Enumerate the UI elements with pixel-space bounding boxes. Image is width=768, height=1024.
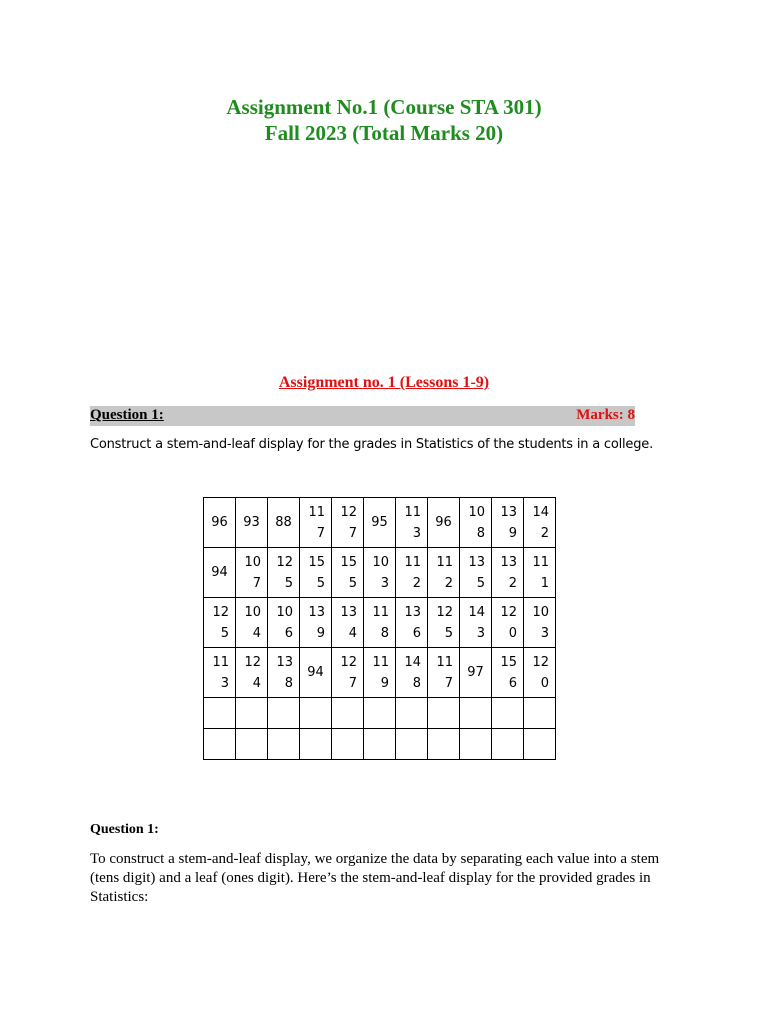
table-cell — [428, 729, 460, 760]
table-cell — [428, 498, 460, 548]
cell-value: 12 5 — [436, 604, 453, 641]
table-row — [204, 548, 556, 598]
table-cell — [460, 729, 492, 760]
cell-value: 13 6 — [404, 604, 421, 641]
cell-value: 11 7 — [308, 504, 325, 541]
table-cell — [204, 598, 236, 648]
table-cell — [332, 698, 364, 729]
table-cell — [396, 498, 428, 548]
cell-value: 13 5 — [468, 554, 485, 591]
cell-value: 13 4 — [340, 604, 357, 641]
table-cell — [396, 729, 428, 760]
cell-value: 11 2 — [404, 554, 421, 591]
table-cell — [268, 548, 300, 598]
table-row — [204, 648, 556, 698]
cell-value: 96 — [211, 515, 228, 530]
table-cell — [204, 698, 236, 729]
cell-value: 13 9 — [308, 604, 325, 641]
table-cell — [332, 729, 364, 760]
cell-value: 15 5 — [308, 554, 325, 591]
cell-value: 96 — [435, 515, 452, 530]
table-cell — [236, 598, 268, 648]
table-cell — [300, 598, 332, 648]
table-cell — [236, 698, 268, 729]
table-cell — [332, 648, 364, 698]
cell-value: 10 6 — [276, 604, 293, 641]
table-cell — [396, 648, 428, 698]
table-cell — [492, 648, 524, 698]
cell-value: 15 6 — [500, 654, 517, 691]
document-title-line-2: Fall 2023 (Total Marks 20) — [264, 121, 504, 145]
cell-value: 11 7 — [436, 654, 453, 691]
table-cell — [268, 698, 300, 729]
answer-text: To construct a stem-and-leaf display, we organize the data by separating each value into a stem (tens digit) and a leaf (ones digit). Here’s the stem-and-leaf display for the provided grades in Statistics: — [90, 851, 660, 905]
marks-label: Marks: 8 — [576, 407, 635, 423]
table-cell — [396, 698, 428, 729]
cell-value: 12 0 — [500, 604, 517, 641]
cell-value: 10 3 — [532, 604, 549, 641]
table-cell — [300, 548, 332, 598]
cell-value: 12 5 — [276, 554, 293, 591]
table-cell — [492, 598, 524, 648]
cell-value: 10 7 — [244, 554, 261, 591]
table-cell — [396, 598, 428, 648]
table-cell — [300, 498, 332, 548]
document-title-line-1: Assignment No.1 (Course STA 301) — [226, 95, 542, 119]
cell-value: 11 3 — [212, 654, 229, 691]
table-row — [204, 598, 556, 648]
cell-value: 12 7 — [340, 654, 357, 691]
cell-value: 10 4 — [244, 604, 261, 641]
table-cell — [364, 729, 396, 760]
cell-value: 13 9 — [500, 504, 517, 541]
cell-value: 14 2 — [532, 504, 549, 541]
cell-value: 12 7 — [340, 504, 357, 541]
table-cell — [364, 598, 396, 648]
table-cell — [492, 729, 524, 760]
table-cell — [460, 548, 492, 598]
table-cell — [492, 498, 524, 548]
table-cell — [332, 498, 364, 548]
table-cell — [332, 548, 364, 598]
question-instruction: Construct a stem-and-leaf display for the grades in Statistics of the students in a college. — [90, 437, 654, 452]
cell-value: 12 0 — [532, 654, 549, 691]
table-cell — [428, 548, 460, 598]
table-cell — [460, 648, 492, 698]
table-cell — [524, 648, 556, 698]
question-label: Question 1: — [90, 407, 164, 423]
cell-value: 12 4 — [244, 654, 261, 691]
table-cell — [236, 648, 268, 698]
cell-value: 88 — [275, 515, 292, 530]
table-cell — [300, 648, 332, 698]
cell-value: 94 — [307, 665, 324, 680]
table-cell — [268, 598, 300, 648]
table-cell — [428, 698, 460, 729]
table-cell — [300, 729, 332, 760]
answer-heading: Question 1: — [90, 822, 159, 837]
table-cell — [492, 548, 524, 598]
table-cell — [396, 548, 428, 598]
table-cell — [236, 548, 268, 598]
table-cell — [492, 698, 524, 729]
table-cell — [268, 729, 300, 760]
cell-value: 11 8 — [372, 604, 389, 641]
table-cell — [364, 548, 396, 598]
cell-value: 12 5 — [212, 604, 229, 641]
cell-value: 97 — [467, 665, 484, 680]
table-row — [204, 729, 556, 760]
table-cell — [364, 498, 396, 548]
table-cell — [268, 498, 300, 548]
cell-value: 14 3 — [468, 604, 485, 641]
question-header-bar — [90, 406, 635, 426]
table-cell — [460, 498, 492, 548]
table-cell — [460, 698, 492, 729]
table-cell — [524, 548, 556, 598]
table-cell — [236, 498, 268, 548]
table-cell — [428, 648, 460, 698]
table-cell — [204, 548, 236, 598]
cell-value: 94 — [211, 565, 228, 580]
cell-value: 11 2 — [436, 554, 453, 591]
grades-table — [203, 497, 556, 760]
cell-value: 11 9 — [372, 654, 389, 691]
cell-value: 11 1 — [532, 554, 549, 591]
table-cell — [268, 648, 300, 698]
cell-value: 13 2 — [500, 554, 517, 591]
table-cell — [428, 598, 460, 648]
cell-value: 10 3 — [372, 554, 389, 591]
table-cell — [524, 729, 556, 760]
cell-value: 95 — [371, 515, 388, 530]
table-cell — [204, 729, 236, 760]
table-cell — [524, 698, 556, 729]
cell-value: 15 5 — [340, 554, 357, 591]
table-cell — [460, 598, 492, 648]
cell-value: 13 8 — [276, 654, 293, 691]
table-row — [204, 498, 556, 548]
table-cell — [332, 598, 364, 648]
cell-value: 93 — [243, 515, 260, 530]
table-cell — [236, 729, 268, 760]
table-cell — [204, 498, 236, 548]
table-cell — [524, 498, 556, 548]
assignment-subheading: Assignment no. 1 (Lessons 1-9) — [278, 374, 490, 391]
table-cell — [204, 648, 236, 698]
cell-value: 14 8 — [404, 654, 421, 691]
table-cell — [364, 648, 396, 698]
cell-value: 10 8 — [468, 504, 485, 541]
table-cell — [300, 698, 332, 729]
table-row — [204, 698, 556, 729]
table-cell — [364, 698, 396, 729]
table-cell — [524, 598, 556, 648]
cell-value: 11 3 — [404, 504, 421, 541]
